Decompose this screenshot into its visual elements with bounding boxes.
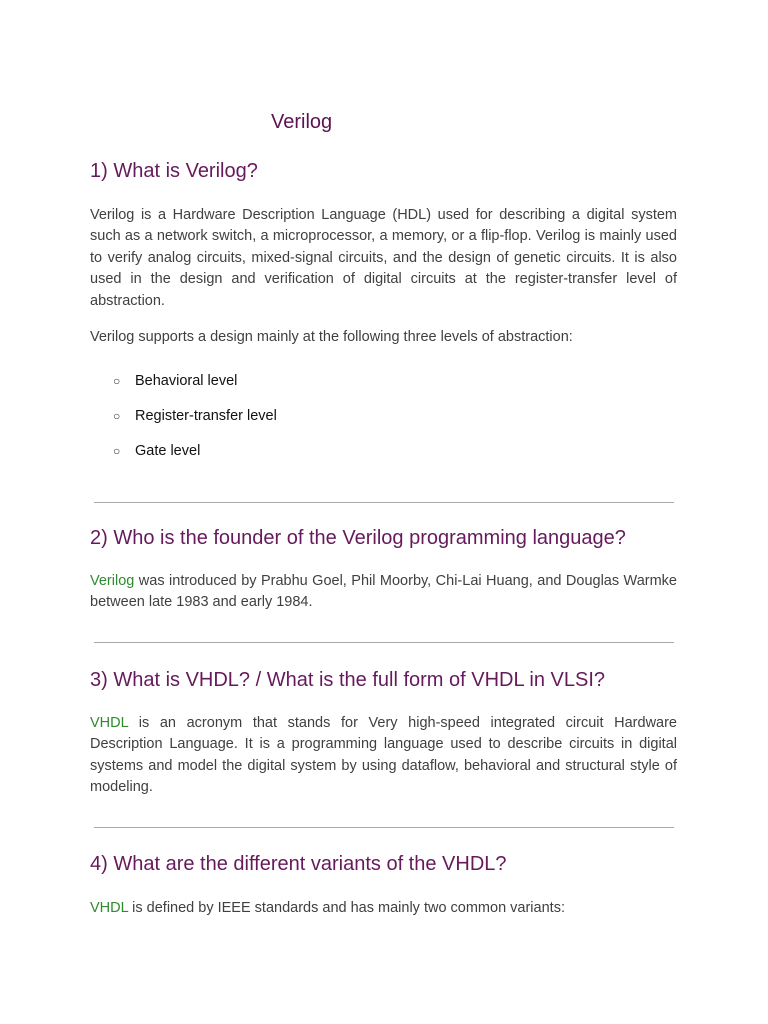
page-title: Verilog	[271, 111, 333, 133]
abstraction-levels-intro: Verilog supports a design mainly at the following three levels of abstraction:	[90, 329, 573, 345]
question-4-heading: 4) What are the different variants of the VHDL?	[90, 853, 507, 875]
vhdl-link[interactable]: VHDL	[90, 715, 129, 731]
section-divider	[94, 642, 674, 643]
question-1-heading: 1) What is Verilog?	[90, 160, 258, 182]
question-3-answer	[90, 713, 677, 799]
vhdl-link[interactable]: VHDL	[90, 900, 129, 916]
circle-bullet-icon: ○	[113, 444, 121, 458]
list-item-label: Behavioral level	[135, 373, 238, 389]
question-2-answer	[90, 571, 677, 614]
question-2-answer-text: was introduced by Prabhu Goel, Phil Moorby, Chi-Lai Huang, and Douglas Warmke between late 1983 and early 1984.	[90, 573, 677, 611]
circle-bullet-icon: ○	[113, 374, 121, 388]
abstraction-levels-list	[90, 370, 277, 475]
list-item	[90, 370, 277, 405]
section-divider	[94, 827, 674, 828]
question-3-answer-text: is an acronym that stands for Very high-speed integrated circuit Hardware Description Language. It is a programming language used to describe circuits in digital systems and model the digital system by using dataflow, behavioral and structural style of modeling.	[90, 715, 677, 796]
question-4-answer-text: is defined by IEEE standards and has mainly two common variants:	[128, 900, 565, 916]
list-item-label: Gate level	[135, 443, 201, 459]
circle-bullet-icon: ○	[113, 409, 121, 423]
question-4-answer	[90, 898, 677, 919]
question-2-heading: 2) Who is the founder of the Verilog programming language?	[90, 527, 626, 549]
section-divider	[94, 502, 674, 503]
list-item	[90, 440, 277, 475]
list-item-label: Register-transfer level	[135, 408, 277, 424]
question-1-answer: Verilog is a Hardware Description Language (HDL) used for describing a digital system such as a network switch, a microprocessor, a memory, or a flip-flop. Verilog is mainly used to verify analog circuits, mixed-signal circuits, and the design of genetic circuits. It is also used in the design and verification of digital circuits at the register-transfer level of abstraction.	[90, 207, 677, 309]
list-item	[90, 405, 277, 440]
question-3-heading: 3) What is VHDL? / What is the full form of VHDL in VLSI?	[90, 669, 605, 691]
verilog-link[interactable]: Verilog	[90, 573, 135, 589]
